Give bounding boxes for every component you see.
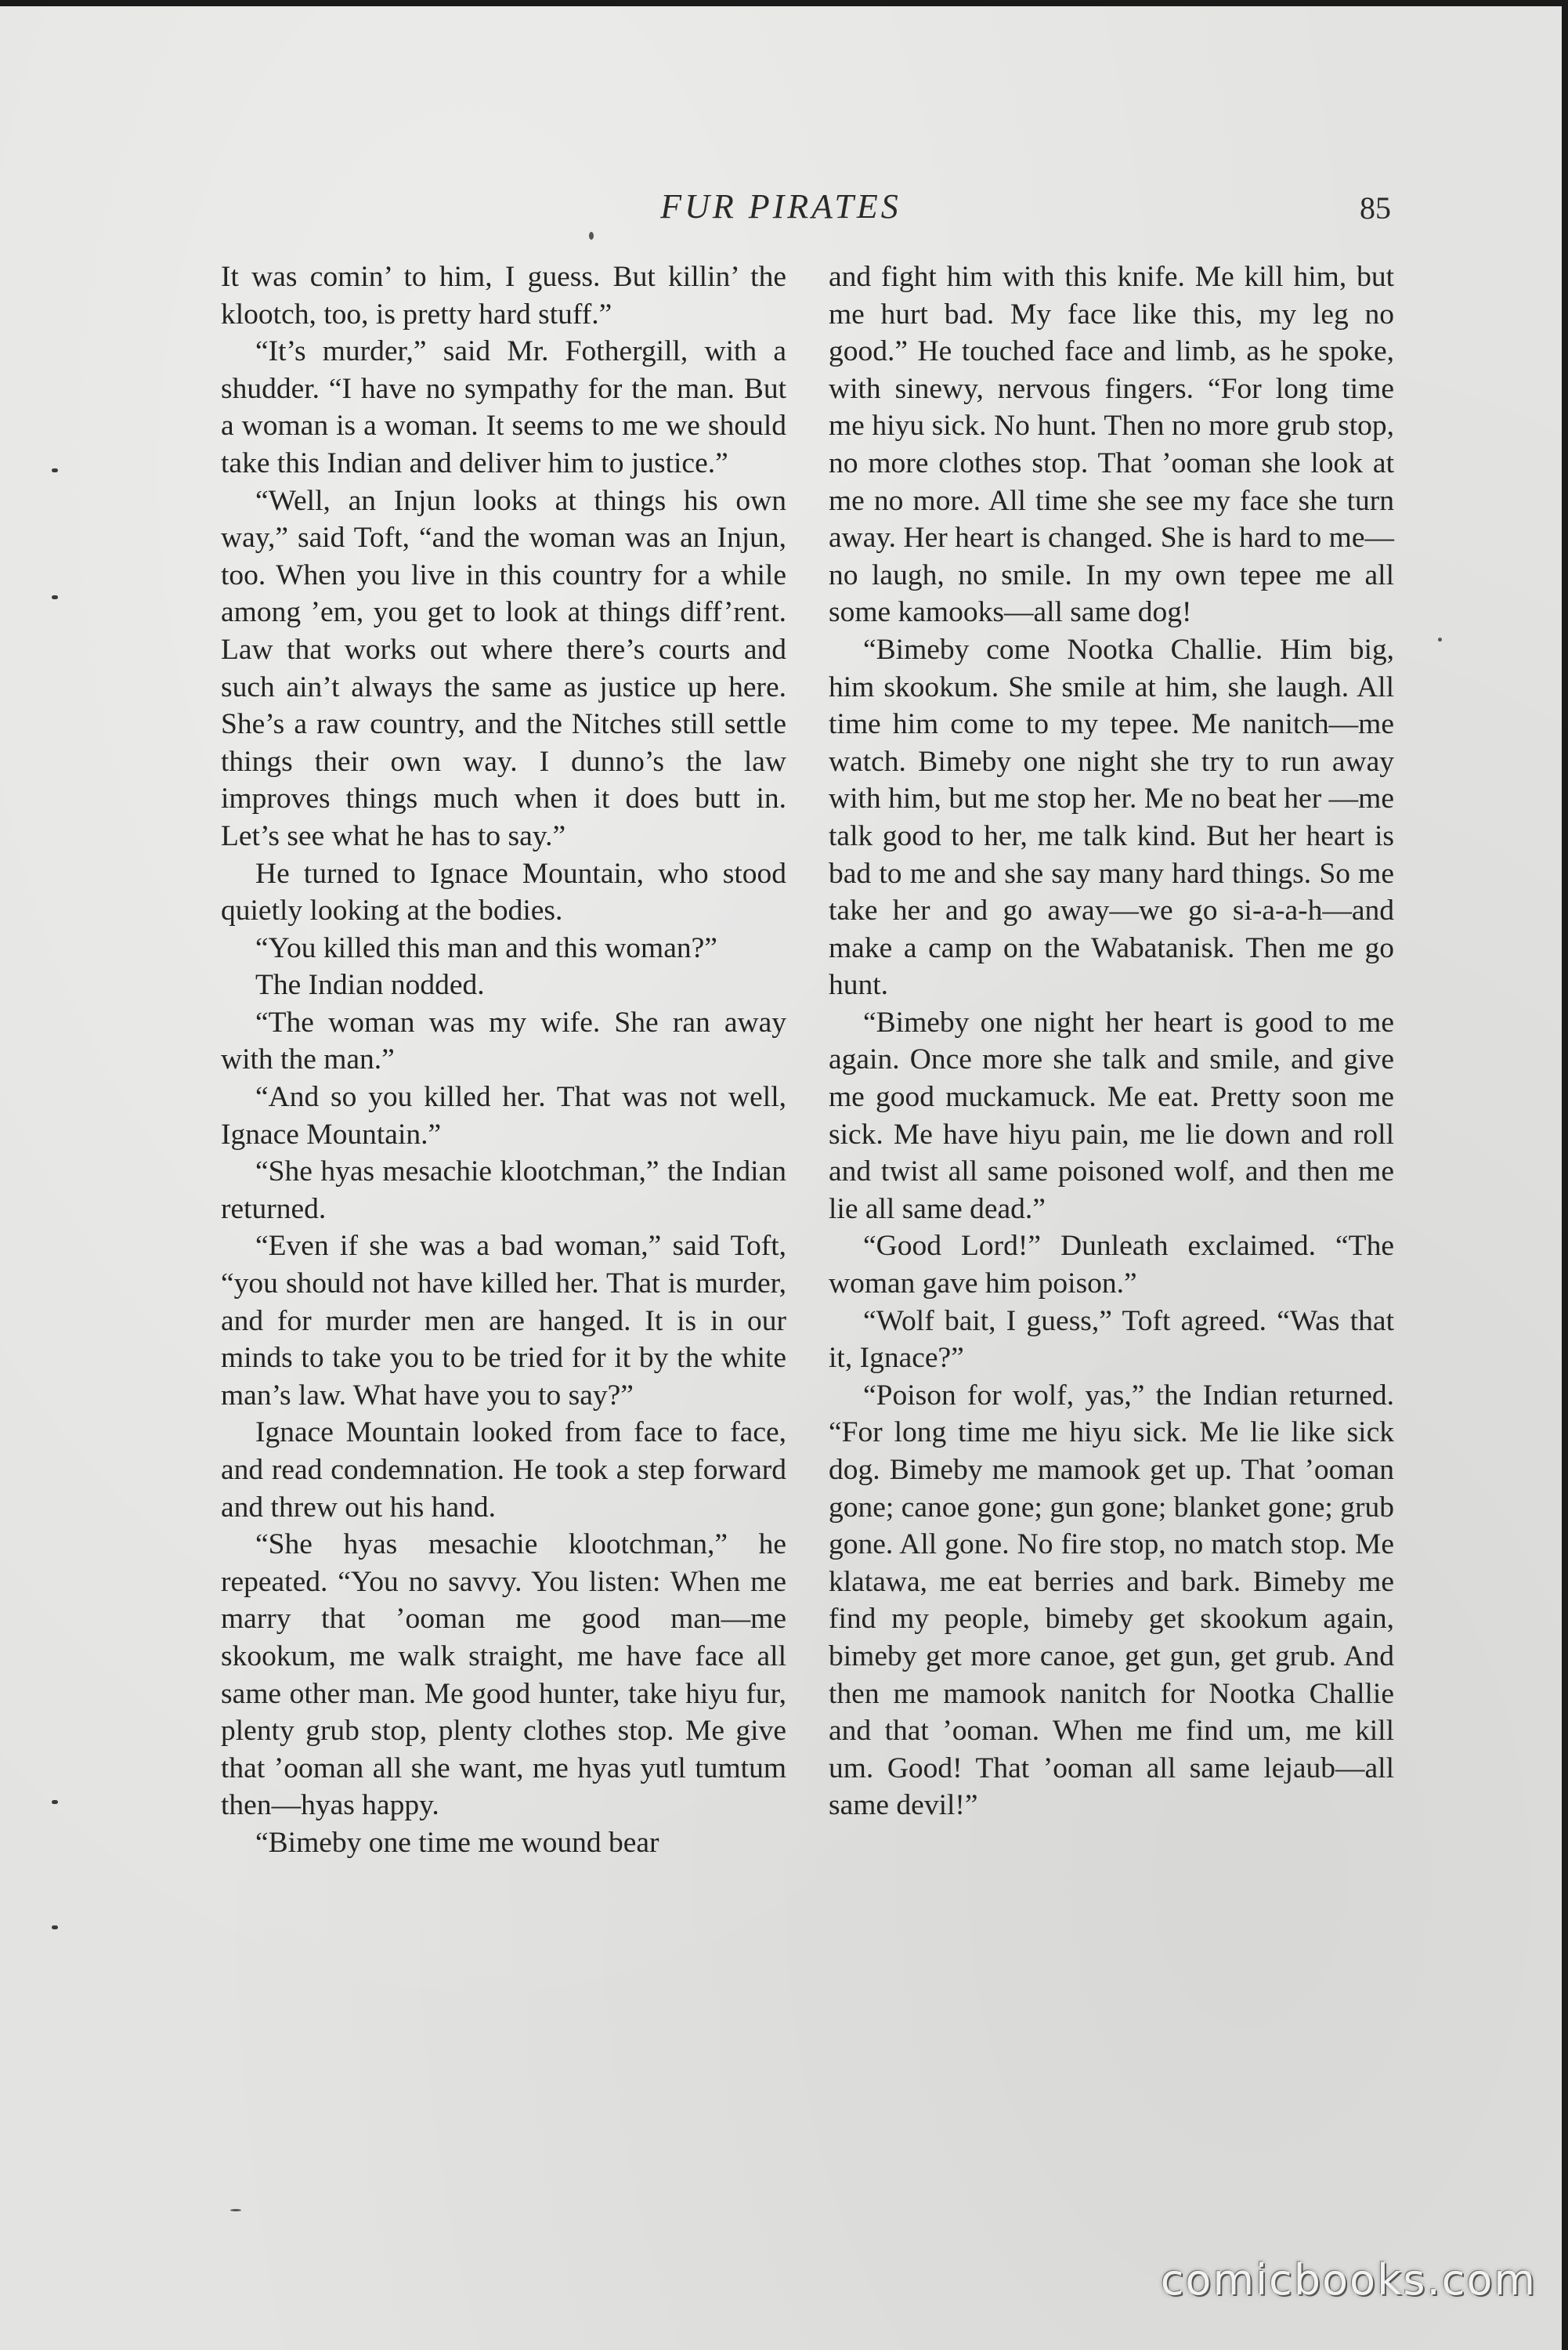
running-title: FUR PIRATES [660, 187, 901, 226]
ink-speck [230, 2209, 241, 2211]
page-number: 85 [1360, 190, 1391, 226]
binding-hole-mark [52, 1925, 58, 1929]
paragraph: and fight him with this knife. Me kill him, but me hurt bad. My face like this, my leg no good.” He touched face and limb, as he spoke, with sinewy, nervous fingers. “For long time me hiyu sick. No hunt. Then no more grub stop, no more clothes stop. That ’ooman she look at me no more. All time she see my face she turn away. Her heart is changed. She is hard to me—no laugh, no smile. In my own tepee me all some kamooks—all same dog! [829, 261, 1394, 629]
paragraph: It was comin’ to him, I guess. But killin’ the klootch, too, is pretty hard stuff.” [221, 261, 786, 331]
binding-hole-mark [52, 595, 58, 599]
book-page [0, 6, 1562, 2350]
paragraph: “The woman was my wife. She ran away with the man.” [221, 1006, 786, 1076]
paragraph: “She hyas mesachie klootchman,” he repeated. “You no savvy. You listen: When me marry that ’ooman me good man—me skookum, me walk straight, me have face all same other man. Me good hunter, take hiyu fur, plenty grub stop, plenty clothes stop. Me give that ’ooman all she want, me hyas yutl tumtum then—hyas happy. [221, 1528, 786, 1822]
paragraph: “And so you killed her. That was not well, Ignace Mountain.” [221, 1081, 786, 1151]
paragraph: “Bimeby one time me wound bear [255, 1826, 659, 1859]
paragraph: “Wolf bait, I guess,” Toft agreed. “Was that it, Ignace?” [829, 1304, 1394, 1375]
right-column [829, 258, 1394, 1824]
paragraph: “Bimeby come Nootka Challie. Him big, him skookum. She smile at him, she laugh. All time him come to my tepee. Me nanitch—me watch. Bimeby one night she try to run away with him, but me stop her. Me no beat her —me talk good to her, me talk kind. But her heart is bad to me and she say many hard things. So me take her and go away—we go si-a-a-h—and make a camp on the Wabatanisk. Then me go hunt. [829, 633, 1394, 1002]
left-column [221, 258, 786, 1862]
paragraph: “You killed this man and this woman?” [255, 931, 717, 964]
paragraph: “Well, an Injun looks at things his own way,” said Toft, “and the woman was an Injun, too. When you live in this country for a while among ’em, you get to look at things diff’rent. Law that works out where there’s courts and such ain’t always the same as justice up here. She’s a raw country, and the Nitches still settle things their own way. I dunno’s the law improves things much when it does butt in. Let’s see what he has to say.” [221, 484, 786, 852]
paragraph: “Good Lord!” Dunleath exclaimed. “The woman gave him poison.” [829, 1230, 1394, 1300]
ink-speck [1438, 638, 1442, 642]
paragraph: Ignace Mountain looked from face to face, and read condemnation. He took a step forward and threw out his hand. [221, 1416, 786, 1524]
paragraph: “Poison for wolf, yas,” the Indian returned. “For long time me hiyu sick. Me lie like sick dog. Bimeby me mamook get up. That ’ooman gone; canoe gone; gun gone; blanket gone; grub gone. All gone. No fire stop, no match stop. Me klatawa, me eat berries and bark. Bimeby me find my people, bimeby get skookum again, bimeby get more canoe, get gun, get grub. And then me mamook nanitch for Nootka Challie and that ’ooman. When me find um, me kill um. Good! That ’ooman all same lejaub—all same devil!” [829, 1379, 1394, 1822]
binding-hole-mark [52, 1800, 58, 1804]
paragraph: He turned to Ignace Mountain, who stood quietly looking at the bodies. [221, 857, 786, 927]
ink-speck [589, 232, 594, 240]
paragraph: “Even if she was a bad woman,” said Toft, “you should not have killed her. That is murder, and for murder men are hanged. It is in our minds to take you to be tried for it by the white man’s law. What have you to say?” [221, 1230, 786, 1412]
paragraph: “Bimeby one night her heart is good to me again. Once more she talk and smile, and give me good muckamuck. Me eat. Pretty soon me sick. Me have hiyu pain, me lie down and roll and twist all same poisoned wolf, and then me lie all same dead.” [829, 1006, 1394, 1225]
binding-hole-mark [52, 468, 58, 472]
watermark-logo: comicbooks.com [1160, 2255, 1537, 2305]
paragraph: “It’s murder,” said Mr. Fothergill, with a shudder. “I have no sympathy for the man. But a woman is a woman. It seems to me we should take this Indian and deliver him to justice.” [221, 335, 786, 479]
paragraph: “She hyas mesachie klootchman,” the Indian returned. [221, 1155, 786, 1225]
running-head [0, 186, 1562, 233]
paragraph: The Indian nodded. [255, 969, 485, 1002]
